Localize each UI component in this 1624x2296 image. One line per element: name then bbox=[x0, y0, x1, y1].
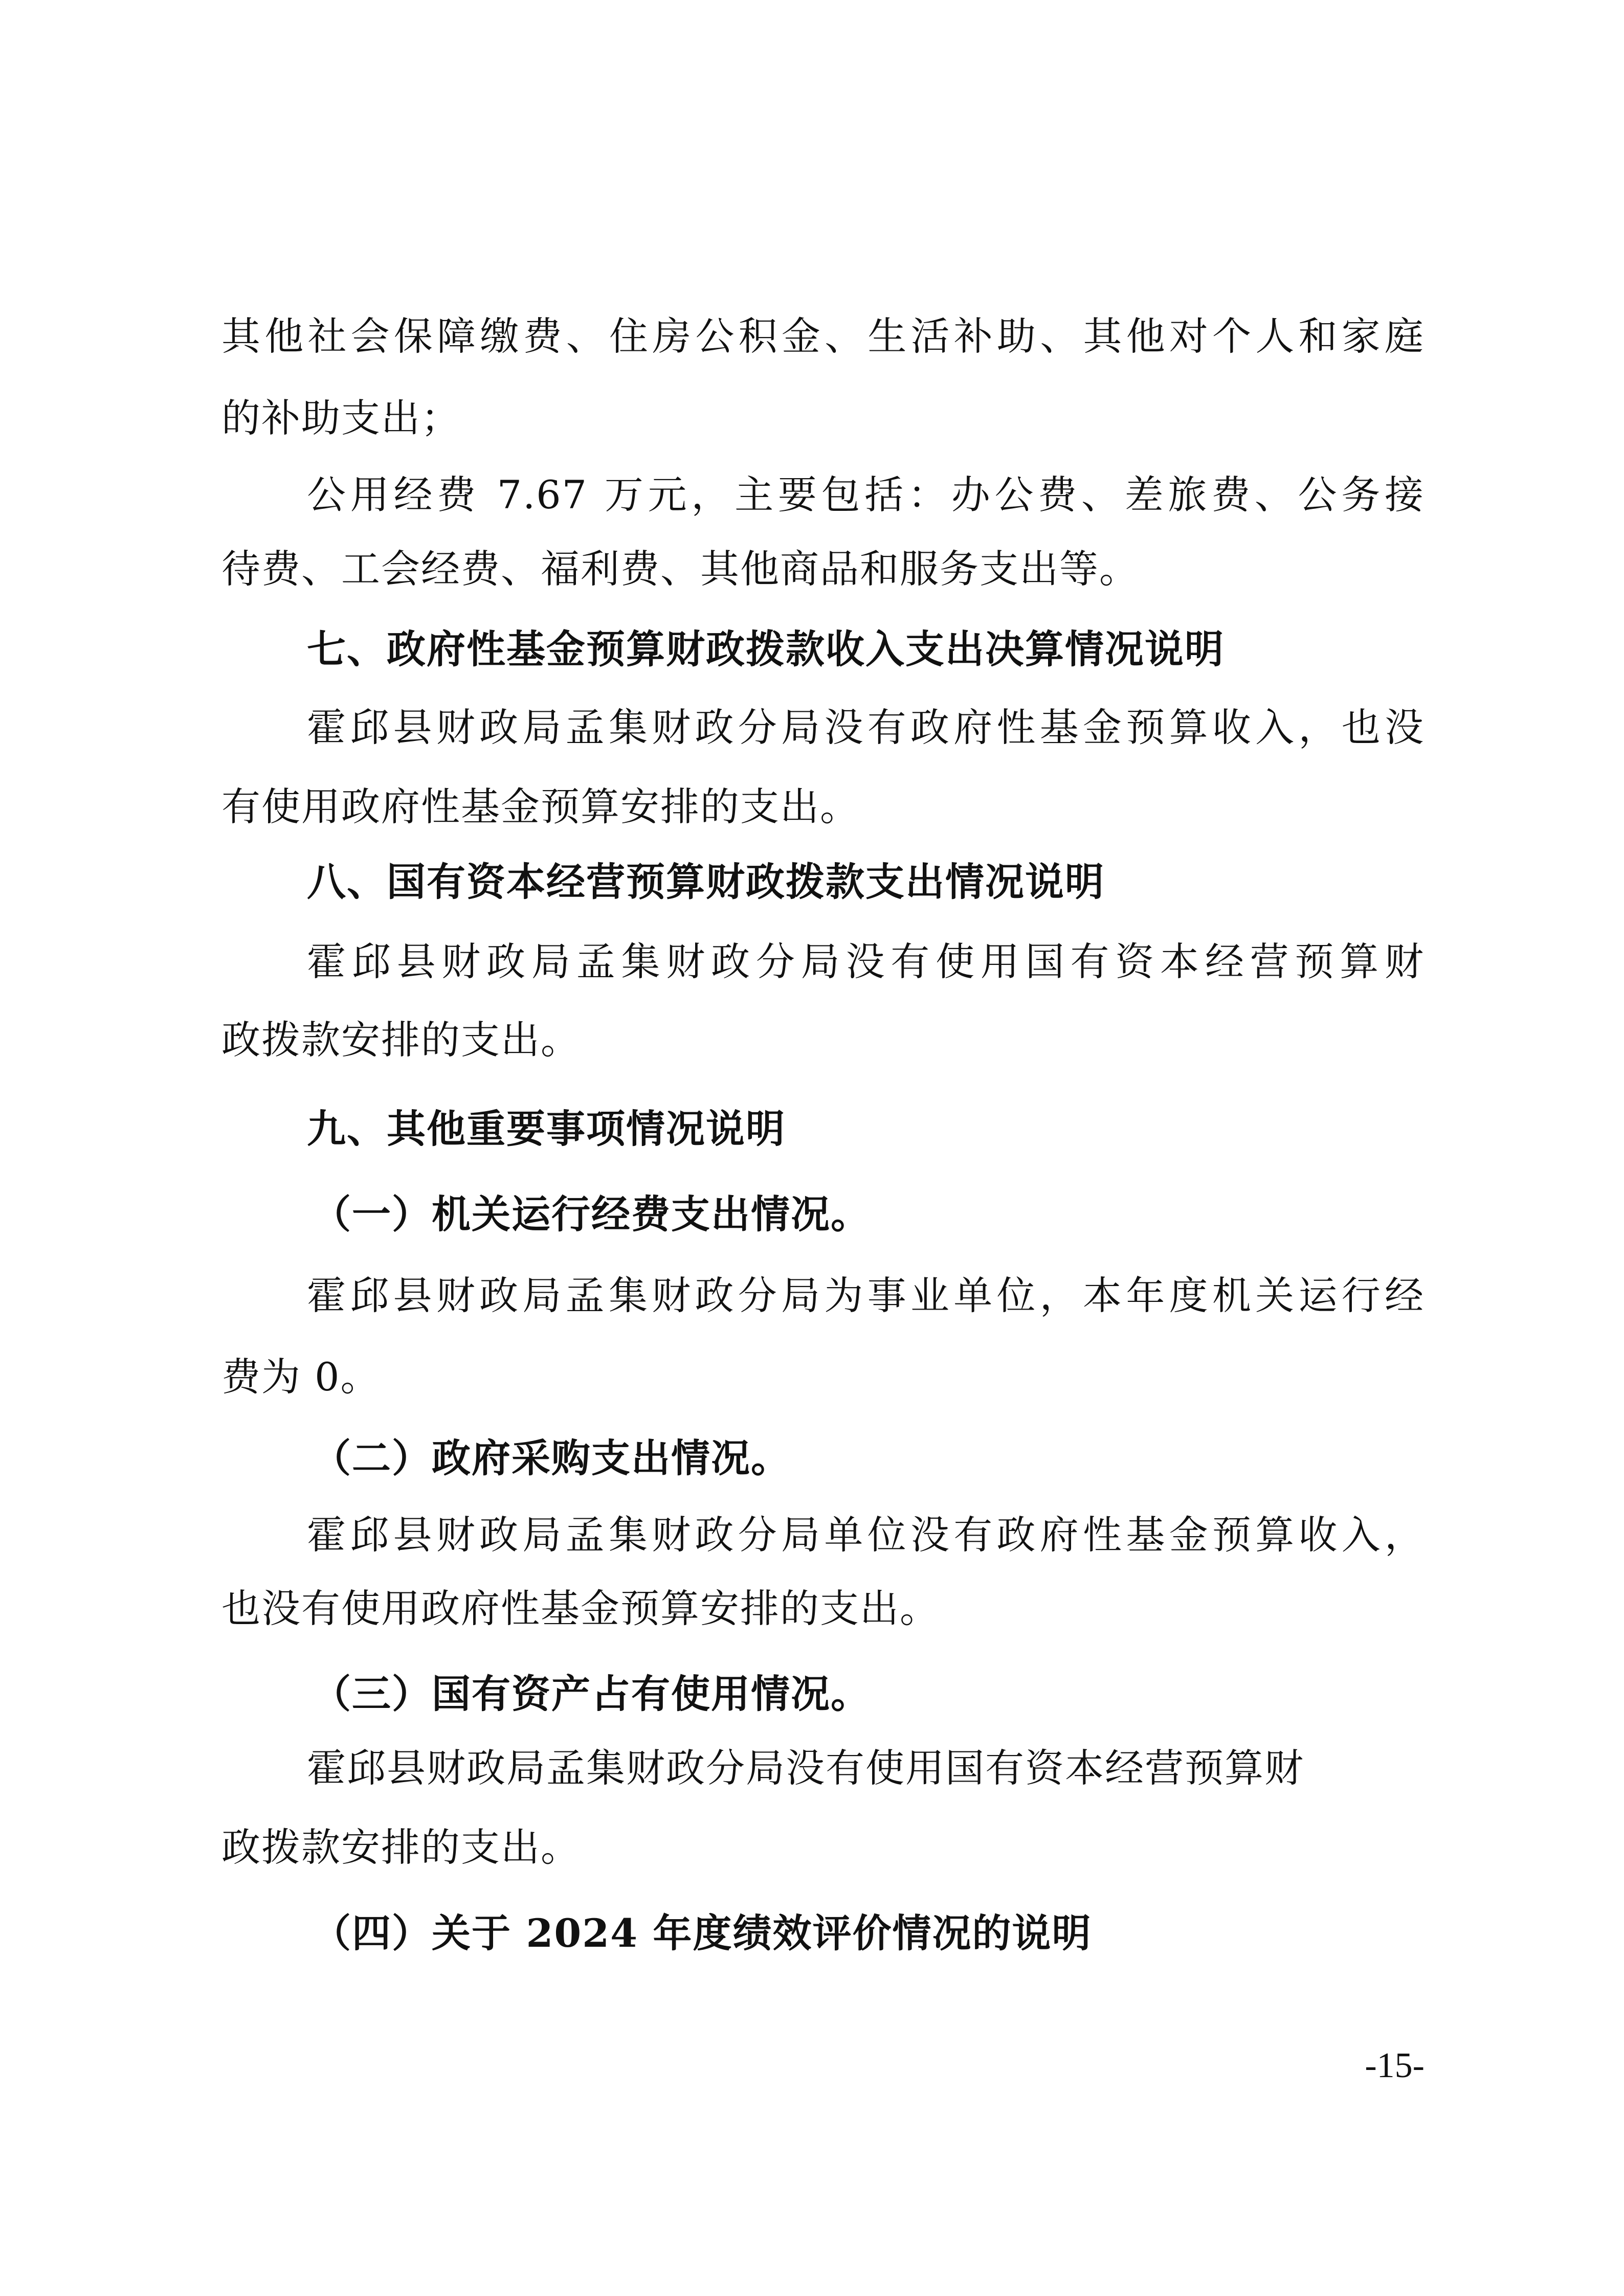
paragraph-line: 有使用政府性基金预算安排的支出。 bbox=[221, 784, 860, 829]
subsection-heading-1: （一）机关运行经费支出情况。 bbox=[312, 1191, 871, 1237]
paragraph-line: 霍邱县财政局孟集财政分局没有使用国有资本经营预算财 bbox=[307, 1745, 1304, 1791]
section-heading-8: 八、国有资本经营预算财政拨款支出情况说明 bbox=[307, 859, 1105, 905]
paragraph-line: 政拨款安排的支出。 bbox=[221, 1017, 581, 1063]
paragraph-line: 霍邱县财政局孟集财政分局单位没有政府性基金预算收入， bbox=[307, 1512, 1425, 1558]
section-heading-7: 七、政府性基金预算财政拨款收入支出决算情况说明 bbox=[307, 626, 1225, 672]
paragraph-line: 其他社会保障缴费、住房公积金、生活补助、其他对个人和家庭 bbox=[221, 313, 1425, 359]
paragraph-line: 霍邱县财政局孟集财政分局没有使用国有资本经营预算财 bbox=[307, 939, 1425, 984]
paragraph-line: 费为 0。 bbox=[221, 1354, 381, 1400]
paragraph-line: 霍邱县财政局孟集财政分局为事业单位，本年度机关运行经 bbox=[307, 1273, 1425, 1318]
subsection-heading-2: （二）政府采购支出情况。 bbox=[312, 1435, 791, 1481]
paragraph-line: 公用经费 7.67 万元，主要包括：办公费、差旅费、公务接 bbox=[307, 472, 1425, 517]
paragraph-line: 也没有使用政府性基金预算安排的支出。 bbox=[221, 1586, 940, 1631]
paragraph-line: 待费、工会经费、福利费、其他商品和服务支出等。 bbox=[221, 546, 1139, 592]
paragraph-line: 霍邱县财政局孟集财政分局没有政府性基金预算收入，也没 bbox=[307, 705, 1425, 750]
paragraph-line: 的补助支出； bbox=[221, 395, 461, 441]
page-number: -15- bbox=[1365, 2046, 1425, 2085]
paragraph-line: 政拨款安排的支出。 bbox=[221, 1825, 581, 1870]
subsection-heading-3: （三）国有资产占有使用情况。 bbox=[312, 1671, 871, 1717]
subsection-heading-4: （四）关于 2024 年度绩效评价情况的说明 bbox=[312, 1910, 1092, 1956]
section-heading-9: 九、其他重要事项情况说明 bbox=[307, 1106, 786, 1152]
